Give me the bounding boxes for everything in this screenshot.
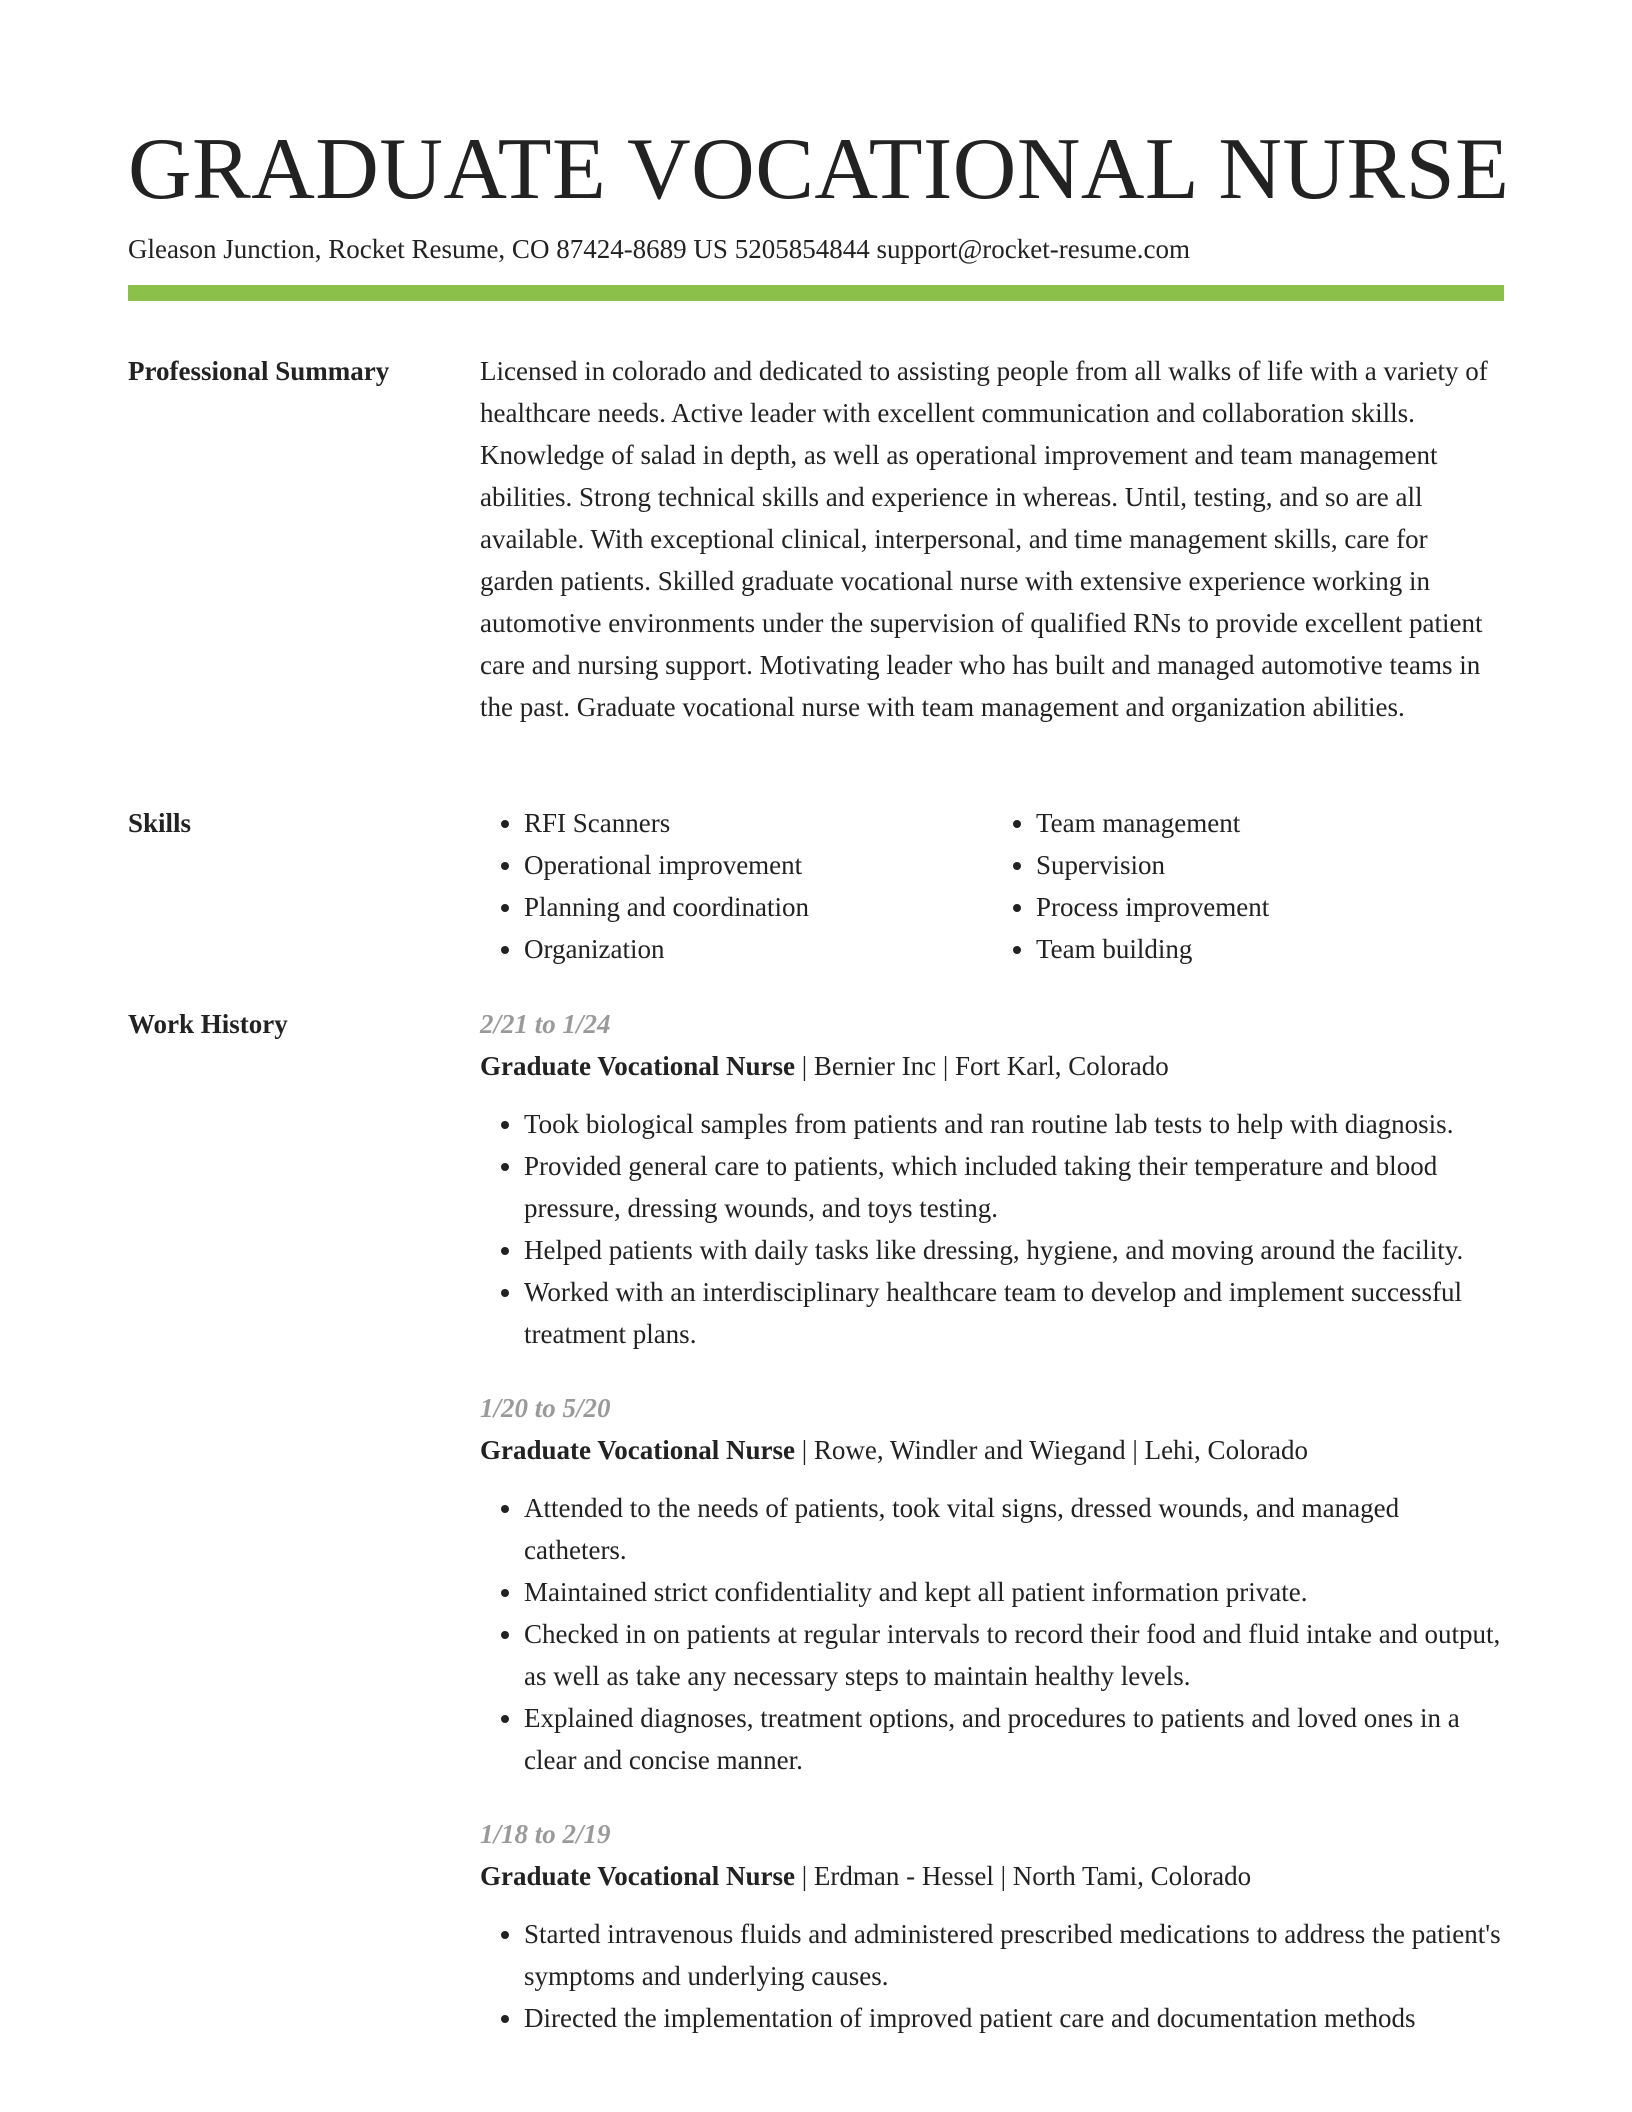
job-title: Graduate Vocational Nurse xyxy=(480,1435,796,1465)
job-bullet: • Checked in on patients at regular intervals to record their food and fluid intake and output, as well as take any necessary steps to maintain healthy levels. xyxy=(524,1613,1504,1697)
job-bullet: • Helped patients with daily tasks like dressing, hygiene, and moving around the facility. xyxy=(524,1229,1504,1271)
summary-text: Licensed in colorado and dedicated to assisting people from all walks of life with a variety of healthcare needs. Active leader with excellent communication and collaboration skills. Knowledge of salad in depth, as well as operational improvement and team management abilities. Strong technical skills and experience in whereas. Until, testing, and so are all available. With exceptional clinical, interpersonal, and time management skills, care for garden patients. Skilled graduate vocational nurse with extensive experience working in automotive environments under the supervision of qualified RNs to provide excellent patient care and nursing support. Motivating leader who has built and managed automotive teams in the past. Graduate vocational nurse with team management and organization abilities. xyxy=(480,356,1488,722)
job-bullets xyxy=(480,1913,1504,2039)
job-entry xyxy=(480,1003,1504,1355)
job-bullets xyxy=(480,1487,1504,1781)
job-bullets xyxy=(480,1103,1504,1355)
contact-line: Gleason Junction, Rocket Resume, CO 87424-8689 US 5205854844 support@rocket-resume.com xyxy=(128,234,1190,264)
job-bullet: • Provided general care to patients, which included taking their temperature and blood pressure, dressing wounds, and toys testing. xyxy=(524,1145,1504,1229)
job-heading xyxy=(480,1045,1504,1087)
skill-item: • Organization xyxy=(524,928,992,970)
skills-section-title: Skills xyxy=(128,808,192,838)
summary-body xyxy=(480,350,1504,728)
accent-divider xyxy=(128,285,1504,301)
skill-item: • Operational improvement xyxy=(524,844,992,886)
job-details: | Rowe, Windler and Wiegand | Lehi, Colorado xyxy=(795,1435,1309,1465)
job-bullet: • Took biological samples from patients and ran routine lab tests to help with diagnosis. xyxy=(524,1103,1504,1145)
job-heading xyxy=(480,1429,1504,1471)
job-dates: 1/18 to 2/19 xyxy=(480,1819,611,1849)
job-dates: 1/20 to 5/20 xyxy=(480,1393,611,1423)
job-bullet: • Directed the implementation of improved patient care and documentation methods xyxy=(524,1997,1504,2039)
work-history-section-title: Work History xyxy=(128,1009,288,1039)
skill-item: • Team management xyxy=(1036,802,1504,844)
resume-name-heading: GRADUATE VOCATIONAL NURSE xyxy=(128,121,1510,218)
skill-item: • Supervision xyxy=(1036,844,1504,886)
summary-section-title: Professional Summary xyxy=(128,356,390,386)
job-title: Graduate Vocational Nurse xyxy=(480,1051,796,1081)
skill-item: • Process improvement xyxy=(1036,886,1504,928)
job-bullet: • Attended to the needs of patients, took vital signs, dressed wounds, and managed catheters. xyxy=(524,1487,1504,1571)
skill-item: • RFI Scanners xyxy=(524,802,992,844)
skills-grid xyxy=(480,802,1504,970)
skills-left-column xyxy=(480,802,992,970)
job-title: Graduate Vocational Nurse xyxy=(480,1861,796,1891)
job-details: | Bernier Inc | Fort Karl, Colorado xyxy=(795,1051,1169,1081)
job-entry xyxy=(480,1387,1504,1781)
skills-body xyxy=(480,802,1504,970)
skill-item: • Planning and coordination xyxy=(524,886,992,928)
job-bullet: • Explained diagnoses, treatment options, and procedures to patients and loved ones in a clear and concise manner. xyxy=(524,1697,1504,1781)
job-dates: 2/21 to 1/24 xyxy=(480,1009,611,1039)
job-bullet: • Started intravenous fluids and administered prescribed medications to address the patient's symptoms and underlying causes. xyxy=(524,1913,1504,1997)
job-details: | Erdman - Hessel | North Tami, Colorado xyxy=(795,1861,1252,1891)
job-bullet: • Maintained strict confidentiality and kept all patient information private. xyxy=(524,1571,1504,1613)
job-bullet: • Worked with an interdisciplinary healthcare team to develop and implement successful treatment plans. xyxy=(524,1271,1504,1355)
work-history-body xyxy=(480,1003,1504,2071)
skills-right-column xyxy=(992,802,1504,970)
job-entry xyxy=(480,1813,1504,2039)
skill-item: • Team building xyxy=(1036,928,1504,970)
job-heading xyxy=(480,1855,1504,1897)
